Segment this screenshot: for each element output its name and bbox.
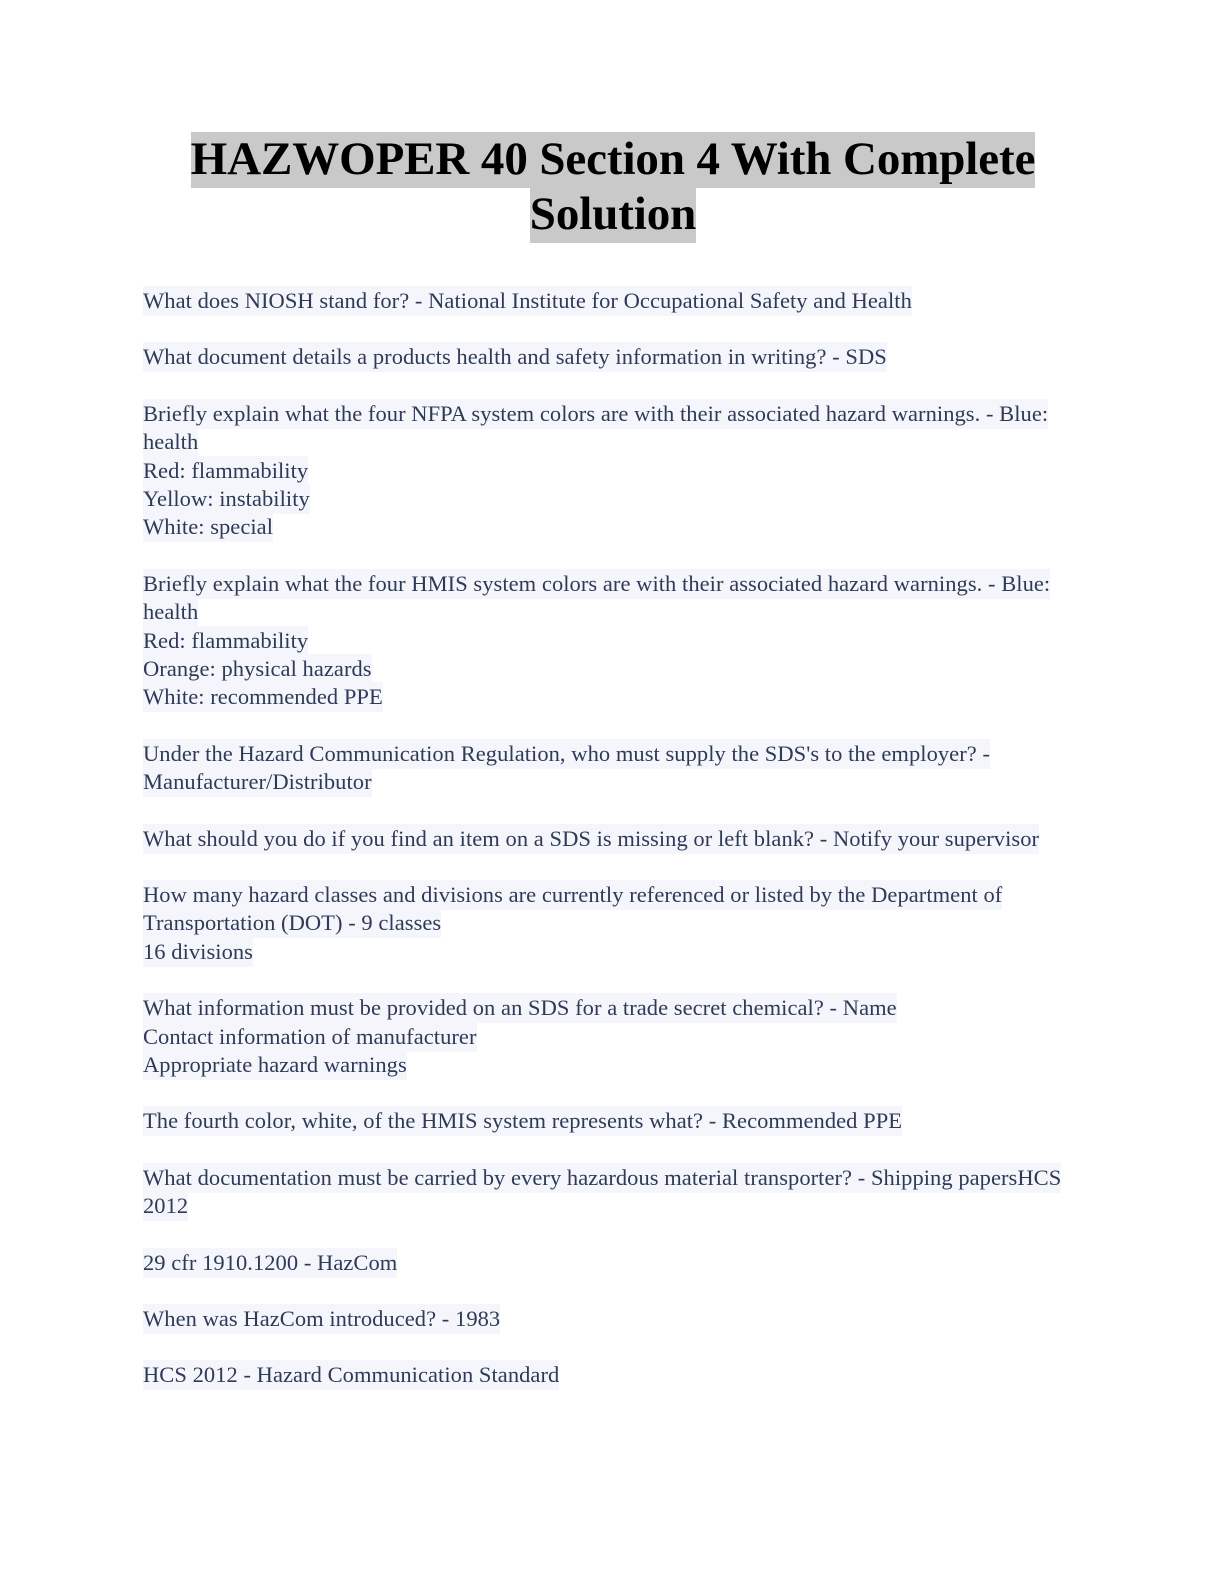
qa-question-line: [143, 881, 1083, 938]
qa-question-line: [143, 1361, 1083, 1389]
qa-block: [143, 1361, 1083, 1389]
page-title: [143, 132, 1083, 243]
qa-answer-line: [143, 627, 1083, 655]
qa-question-line: [143, 343, 1083, 371]
qa-block: [143, 1249, 1083, 1277]
qa-line-text: HCS 2012 - Hazard Communication Standard: [143, 1360, 559, 1390]
qa-question-line: [143, 1164, 1083, 1221]
qa-question-line: [143, 740, 1083, 797]
qa-line-text: 16 divisions: [143, 937, 253, 967]
qa-question-line: [143, 1249, 1083, 1277]
qa-block: [143, 1305, 1083, 1333]
qa-answer-line: [143, 485, 1083, 513]
qa-line-text: What information must be provided on an SDS for a trade secret chemical? - Name: [143, 993, 897, 1023]
qa-answer-line: [143, 513, 1083, 541]
document-body: [143, 132, 1083, 1390]
qa-block: [143, 287, 1083, 315]
qa-line-text: What documentation must be carried by every hazardous material transporter? - Shipping papersHCS 2012: [143, 1163, 1061, 1221]
qa-line-text: Red: flammability: [143, 626, 308, 656]
qa-block: [143, 1164, 1083, 1221]
qa-line-text: White: recommended PPE: [143, 682, 383, 712]
qa-block: [143, 881, 1083, 966]
qa-block: [143, 570, 1083, 712]
qa-block: [143, 994, 1083, 1079]
qa-block: [143, 343, 1083, 371]
qa-line-text: Briefly explain what the four HMIS system colors are with their associated hazard warnings. - Blue: health: [143, 569, 1050, 627]
qa-line-text: Appropriate hazard warnings: [143, 1050, 407, 1080]
qa-question-line: [143, 825, 1083, 853]
qa-answer-line: [143, 938, 1083, 966]
qa-answer-line: [143, 457, 1083, 485]
qa-line-text: Contact information of manufacturer: [143, 1022, 477, 1052]
qa-line-text: 29 cfr 1910.1200 - HazCom: [143, 1248, 397, 1278]
qa-question-line: [143, 287, 1083, 315]
qa-line-text: How many hazard classes and divisions are currently referenced or listed by the Department of Transportation (DOT) - 9 classes: [143, 880, 1002, 938]
qa-answer-line: [143, 1051, 1083, 1079]
qa-line-text: Red: flammability: [143, 456, 308, 486]
qa-line-text: Briefly explain what the four NFPA system colors are with their associated hazard warnings. - Blue: health: [143, 399, 1048, 457]
qa-block: [143, 825, 1083, 853]
qa-line-text: Yellow: instability: [143, 484, 310, 514]
page-title-text: HAZWOPER 40 Section 4 With Complete Solution: [191, 132, 1036, 243]
qa-line-text: Under the Hazard Communication Regulation, who must supply the SDS's to the employer? - Manufacturer/Distributor: [143, 739, 990, 797]
qa-line-text: What should you do if you find an item on a SDS is missing or left blank? - Notify your supervisor: [143, 824, 1039, 854]
qa-line-text: What does NIOSH stand for? - National Institute for Occupational Safety and Health: [143, 286, 912, 316]
qa-block: [143, 1107, 1083, 1135]
qa-line-text: Orange: physical hazards: [143, 654, 372, 684]
qa-line-text: When was HazCom introduced? - 1983: [143, 1304, 500, 1334]
qa-answer-line: [143, 655, 1083, 683]
qa-block: [143, 740, 1083, 797]
qa-question-line: [143, 994, 1083, 1022]
qa-question-line: [143, 1107, 1083, 1135]
qa-question-line: [143, 570, 1083, 627]
qa-line-text: The fourth color, white, of the HMIS system represents what? - Recommended PPE: [143, 1106, 902, 1136]
qa-line-text: White: special: [143, 512, 273, 542]
qa-answer-line: [143, 1023, 1083, 1051]
qa-block: [143, 400, 1083, 542]
qa-answer-line: [143, 683, 1083, 711]
qa-line-text: What document details a products health and safety information in writing? - SDS: [143, 342, 887, 372]
qa-question-line: [143, 1305, 1083, 1333]
qa-question-line: [143, 400, 1083, 457]
qa-list: [143, 287, 1083, 1390]
